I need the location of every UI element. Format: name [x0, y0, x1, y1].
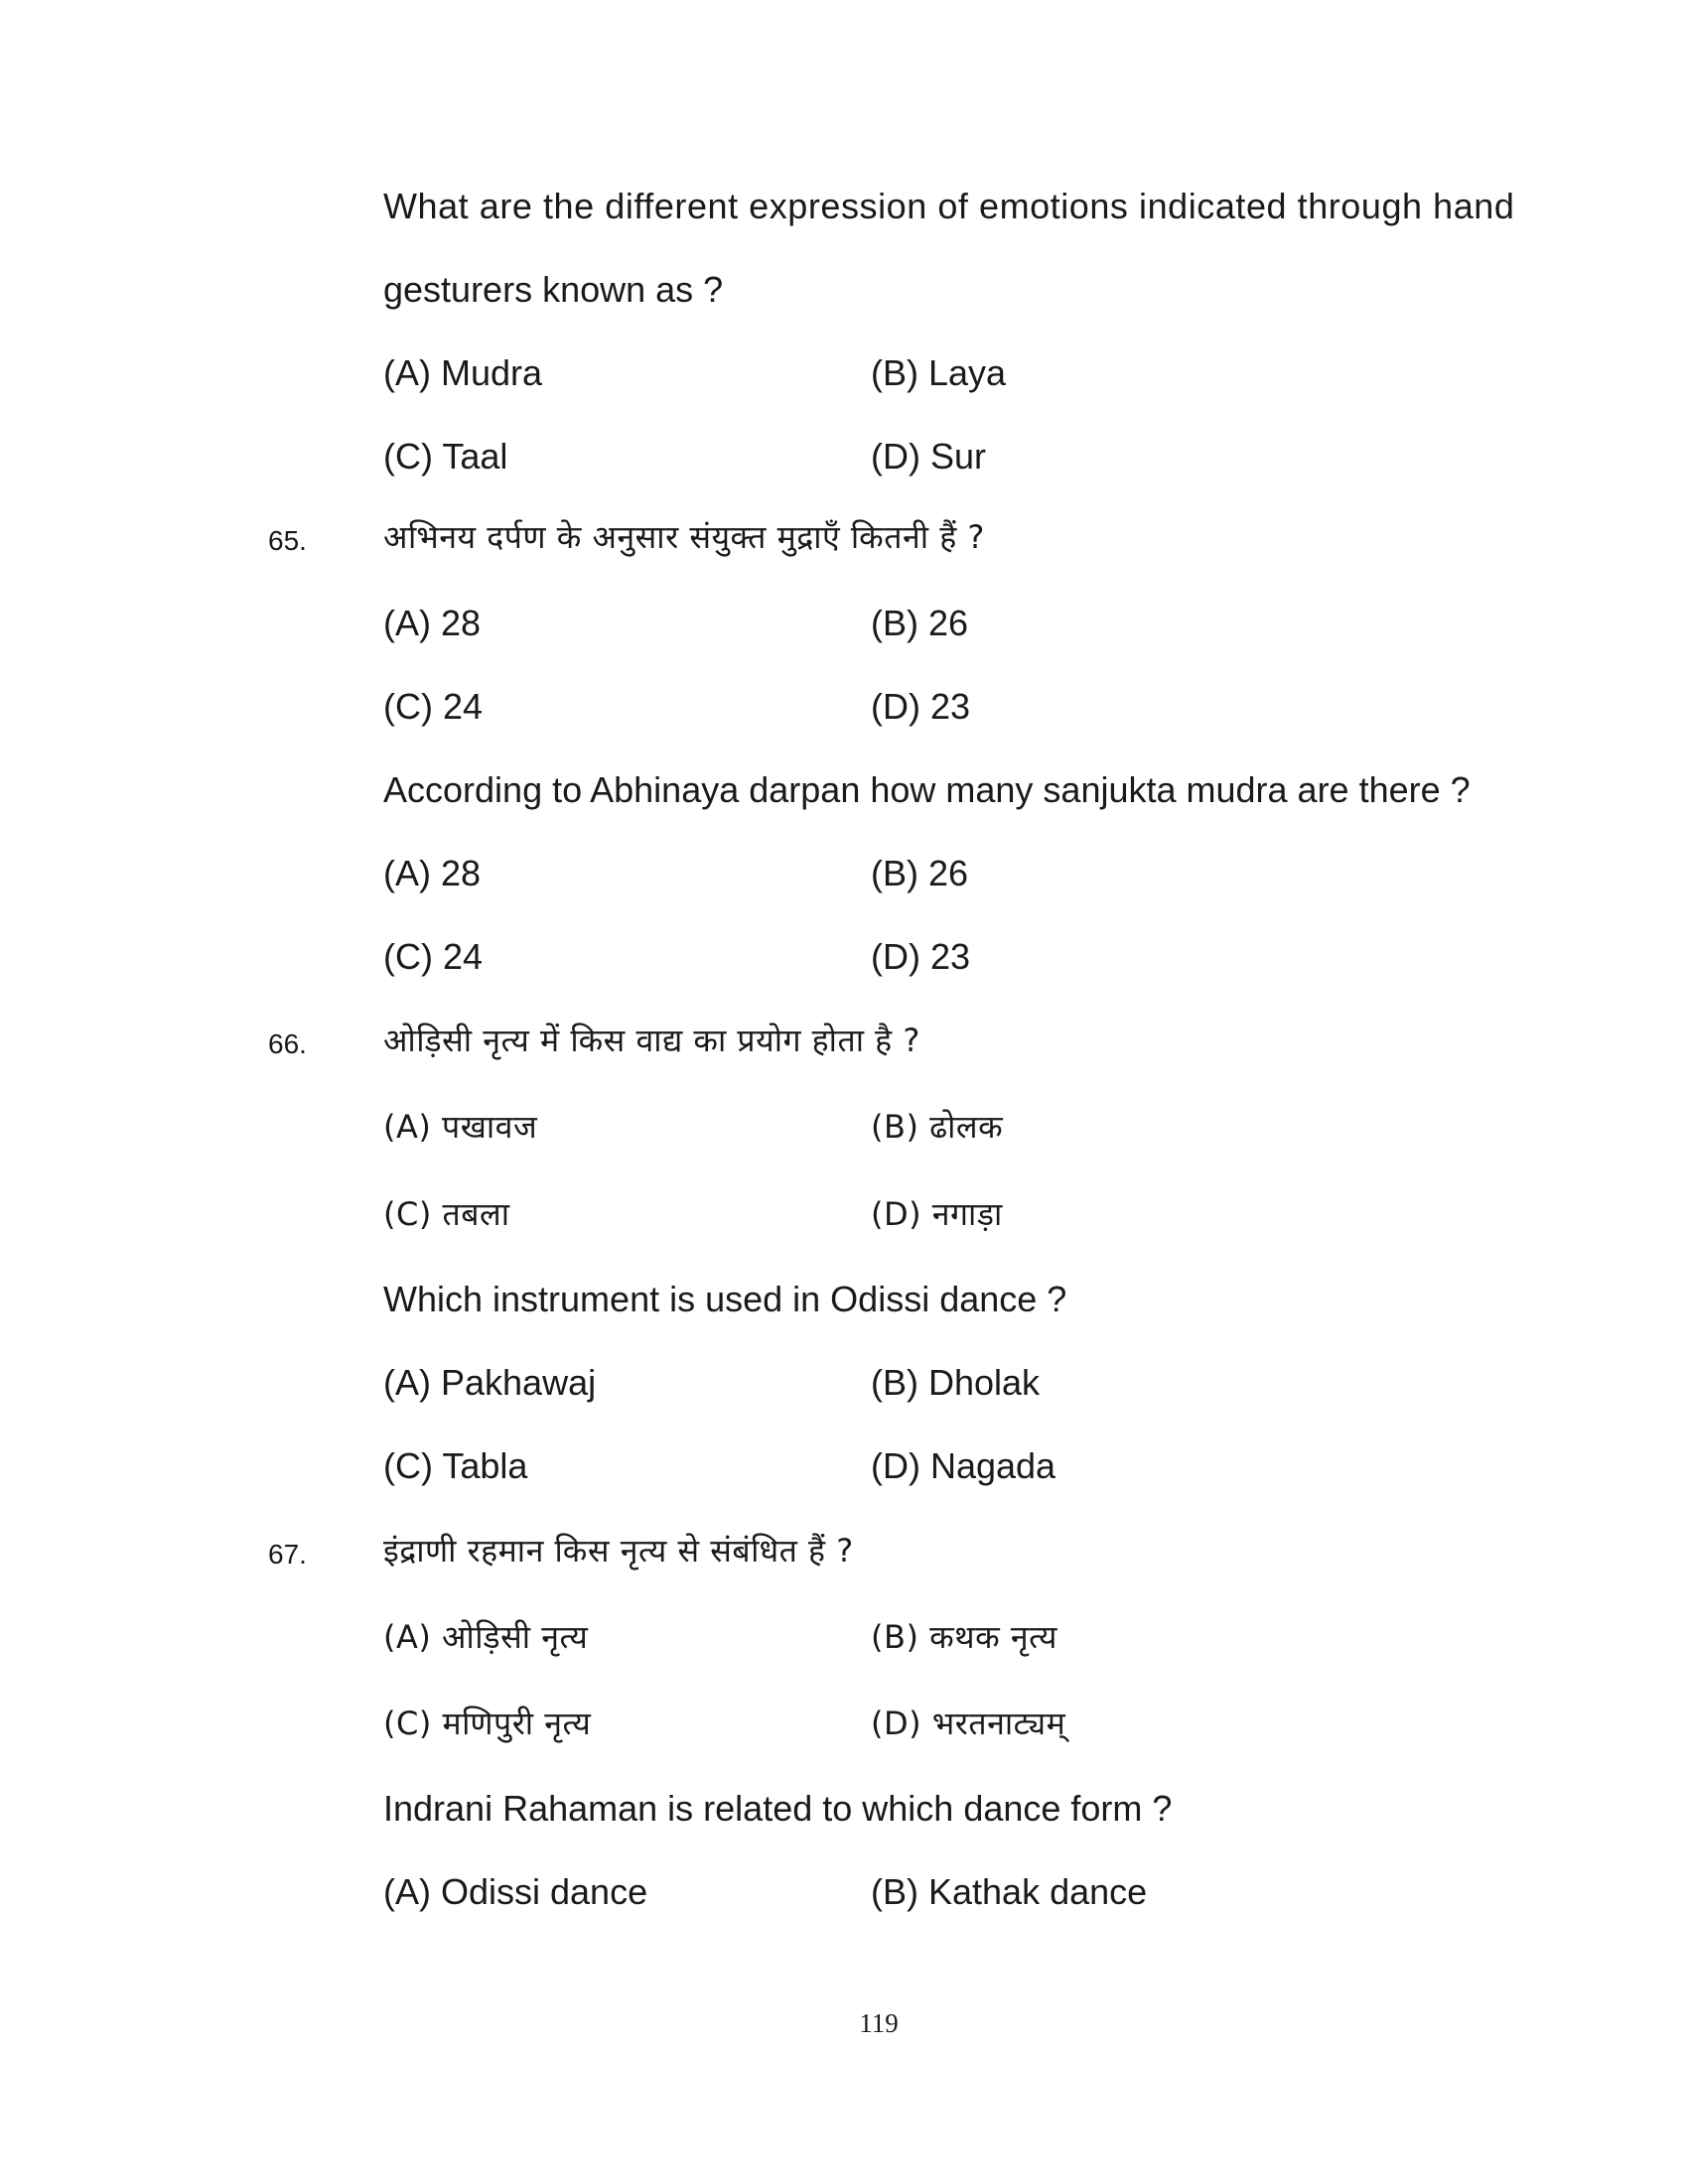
q67-hindi-option-b: (B) कथक नृत्य [871, 1618, 1057, 1656]
q66-number: 66. [268, 1028, 307, 1059]
q66-hindi-option-b: (B) ढोलक [871, 1108, 1004, 1146]
q65-hindi-question: अभिनय दर्पण के अनुसार संयुक्त मुद्राएँ कितनी हैं ? [383, 518, 985, 556]
q66-hindi-option-c: (C) तबला [383, 1195, 510, 1233]
q65-english-option-b: (B) 26 [871, 853, 969, 893]
q66-hindi-option-d: (D) नगाड़ा [871, 1195, 1003, 1233]
q66-english-option-c: (C) Tabla [383, 1445, 528, 1486]
q66-english-option-a: (A) Pakhawaj [383, 1362, 597, 1403]
q65-english-option-c: (C) 24 [383, 936, 484, 977]
q65-hindi-option-a: (A) 28 [383, 603, 482, 643]
q67-hindi-question: इंद्राणी रहमान किस नृत्य से संबंधित हैं ? [383, 1532, 854, 1570]
q66-hindi-question: ओड़िसी नृत्य में किस वाद्य का प्रयोग होता है ? [383, 1022, 920, 1059]
q67-hindi-option-a: (A) ओड़िसी नृत्य [383, 1618, 589, 1656]
q66-english-option-d: (D) Nagada [871, 1445, 1056, 1486]
q67-english-option-a: (A) Odissi dance [383, 1871, 648, 1912]
q67-number: 67. [268, 1539, 307, 1570]
q67-english-question: Indrani Rahaman is related to which dance form ? [383, 1788, 1173, 1829]
q64-english-option-a: (A) Mudra [383, 352, 543, 393]
q67-english-option-b: (B) Kathak dance [871, 1871, 1148, 1912]
q64-english-question-line2: gesturers known as ? [383, 269, 724, 310]
q65-english-option-d: (D) 23 [871, 936, 971, 977]
q65-number: 65. [268, 525, 307, 556]
q67-hindi-option-d: (D) भरतनाट्यम् [871, 1705, 1066, 1742]
q64-english-question-line1: What are the different expression of emotions indicated through hand [383, 186, 1515, 226]
q67-hindi-option-c: (C) मणिपुरी नृत्य [383, 1705, 592, 1742]
q65-hindi-option-c: (C) 24 [383, 686, 484, 727]
q64-english-option-c: (C) Taal [383, 436, 508, 477]
q65-english-option-a: (A) 28 [383, 853, 482, 893]
q65-english-question: According to Abhinaya darpan how many sanjukta mudra are there ? [383, 769, 1471, 810]
q64-english-option-b: (B) Laya [871, 352, 1007, 393]
q66-english-option-b: (B) Dholak [871, 1362, 1041, 1403]
q65-hindi-option-d: (D) 23 [871, 686, 971, 727]
q66-hindi-option-a: (A) पखावज [383, 1108, 538, 1146]
q65-hindi-option-b: (B) 26 [871, 603, 969, 643]
q64-english-option-d: (D) Sur [871, 436, 986, 477]
q66-english-question: Which instrument is used in Odissi dance ? [383, 1279, 1067, 1319]
page-number: 119 [859, 2008, 899, 2038]
